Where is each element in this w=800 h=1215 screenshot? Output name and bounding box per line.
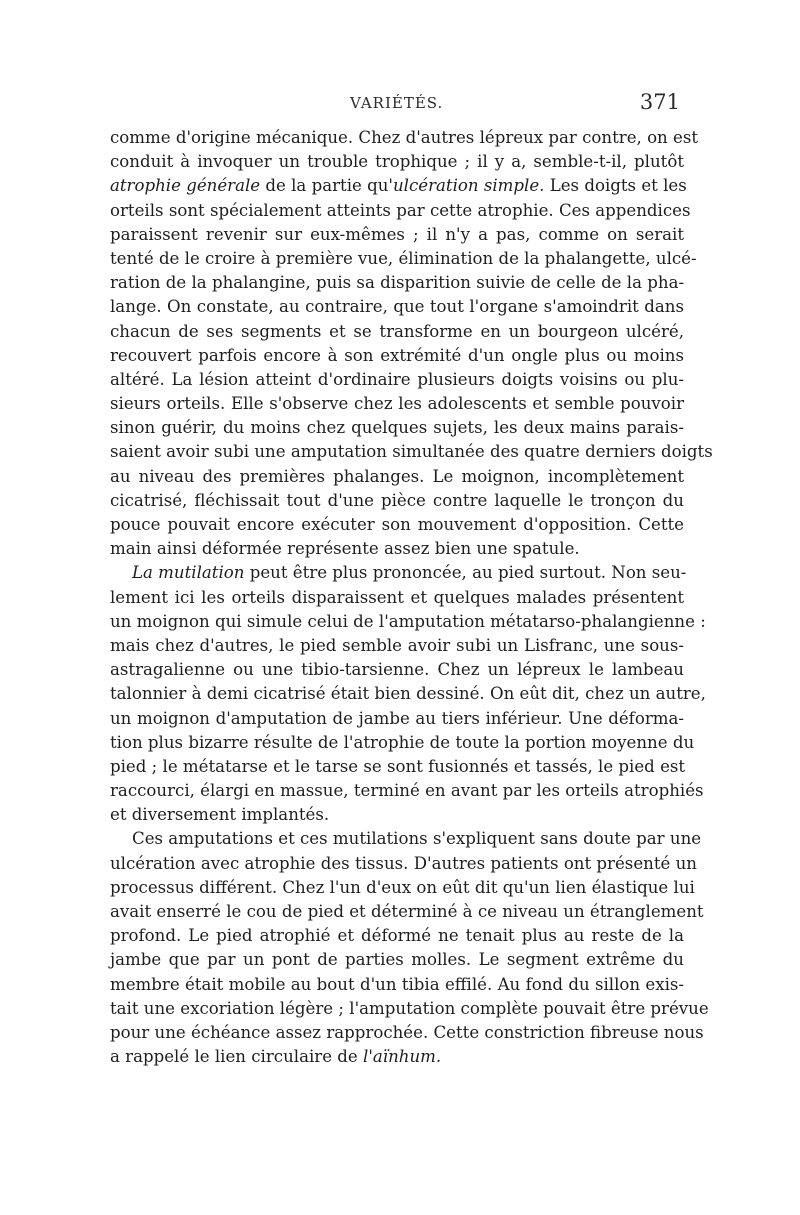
text-segment: conduit à invoquer un trouble trophique ; il y a, semble-t-il, plutôt [110,152,684,172]
text-line [110,344,684,368]
text-segment: sinon guérir, du moins chez quelques sujets, les deux mains parais- [110,418,684,438]
text-segment: astragalienne ou une tibio-tarsienne. Chez un lépreux le lambeau [110,660,684,680]
page-number: 371 [639,90,680,114]
text-segment: altéré. La lésion atteint d'ordinaire plusieurs doigts voisins ou plu- [110,369,684,389]
text-line [110,247,697,271]
text-segment: recouvert parfois encore à son extrémité d'un ongle plus ou moins [110,345,684,365]
text-line [110,900,704,924]
text-segment: mais chez d'autres, le pied semble avoir subi un Lisfranc, une sous- [110,635,684,655]
italic-text: La mutilation [132,563,245,583]
text-segment: jambe que par un pont de parties molles. Le segment extrême du [110,950,684,970]
text-line [110,852,697,876]
text-line [110,755,684,779]
text-segment: processus différent. Chez l'un d'eux on eût dit qu'un lien élastique lui [110,877,695,897]
text-line [110,150,684,174]
running-head: VARIÉTÉS. [350,94,444,112]
text-segment: pour une échéance assez rapprochée. Cette constriction fibreuse nous [110,1022,704,1042]
text-segment: saient avoir subi une amputation simultanée des quatre derniers doigts [110,442,713,462]
text-segment: Ces amputations et ces mutilations s'expliquent sans doute par une [132,829,702,849]
text-segment: tenté de le croire à première vue, élimination de la phalangette, ulcé- [110,248,697,268]
text-line [110,174,687,198]
italic-text: l'aïnhum. [363,1047,442,1067]
text-line [110,223,684,247]
text-line [110,513,684,537]
body-text [110,126,713,1069]
text-segment: sieurs orteils. Elle s'observe chez les adolescents et semble pouvoir [110,394,684,414]
text-line [110,320,684,344]
text-line [110,707,684,731]
text-line [110,489,684,513]
text-segment: talonnier à demi cicatrisé était bien dessiné. On eût dit, chez un autre, [110,684,706,704]
text-segment: et diversement implantés. [110,805,330,825]
text-line [110,126,699,150]
text-line [110,271,684,295]
text-segment: au niveau des premières phalanges. Le moignon, incomplètement [110,466,684,486]
text-line [110,658,684,682]
text-segment: un moignon d'amputation de jambe au tiers inférieur. Une déforma- [110,708,684,728]
text-line [110,295,684,319]
text-segment: chacun de ses segments et se transforme en un bourgeon ulcéré, [110,321,684,341]
text-line [110,368,684,392]
text-line [110,610,706,634]
text-segment: un moignon qui simule celui de l'amputation métatarso-phalangienne : [110,611,706,631]
italic-text: atrophie générale [110,176,261,196]
text-line [110,392,684,416]
text-line [110,1021,704,1045]
page-header [110,90,680,120]
text-line [110,586,684,610]
text-line [110,199,691,223]
text-line [110,440,713,464]
text-line [110,537,684,561]
text-segment: pouce pouvait encore exécuter son mouvement d'opposition. Cette [110,515,684,534]
text-segment: membre était mobile au bout d'un tibia effilé. Au fond du sillon exis- [110,974,684,994]
text-line [110,827,702,851]
text-line [110,682,706,706]
text-segment: Les doigts et les [544,176,687,196]
text-line [110,465,684,489]
text-segment: a rappelé le lien circulaire de [110,1047,364,1067]
text-segment: avait enserré le cou de pied et déterminé à ce niveau un étranglement [110,902,704,921]
text-line [110,973,684,997]
text-line [110,634,684,658]
text-line [110,731,695,755]
text-line [110,803,684,827]
text-segment: orteils sont spécialement atteints par cette atrophie. Ces appendices [110,200,691,220]
text-line [110,997,709,1021]
text-segment: tion plus bizarre résulte de l'atrophie de toute la portion moyenne du [110,732,695,752]
text-segment: ration de la phalangine, puis sa disparition suivie de celle de la pha- [110,273,685,293]
text-line [110,1045,684,1069]
text-segment: comme d'origine mécanique. Chez d'autres lépreux par contre, on est [110,128,699,147]
text-segment: paraissent revenir sur eux-mêmes ; il n'y a pas, comme on serait [110,224,684,244]
text-segment: raccourci, élargi en massue, terminé en avant par les orteils atrophiés [110,781,704,801]
text-segment: profond. Le pied atrophié et déformé ne tenait plus au reste de la [110,926,684,946]
text-line [110,924,684,948]
text-line [110,779,704,803]
text-line [110,561,687,585]
text-segment: de la partie qu' [260,176,393,196]
text-segment: lement ici les orteils disparaissent et quelques malades présentent [110,587,684,607]
text-segment: lange. On constate, au contraire, que tout l'organe s'amoindrit dans [110,297,684,317]
text-line [110,948,684,972]
text-segment: pied ; le métatarse et le tarse se sont fusionnés et tassés, le pied est [110,756,686,776]
text-segment: tait une excoriation légère ; l'amputation complète pouvait être prévue [110,998,709,1018]
text-line [110,416,684,440]
text-segment: main ainsi déformée représente assez bien une spatule. [110,539,580,559]
text-segment: peut être plus prononcée, au pied surtout. Non seu- [244,563,687,583]
text-line [110,876,695,900]
italic-text: ulcération simple. [392,176,545,196]
text-segment: ulcération avec atrophie des tissus. D'autres patients ont présenté un [110,853,697,873]
text-segment: cicatrisé, fléchissait tout d'une pièce contre laquelle le tronçon du [110,490,684,510]
